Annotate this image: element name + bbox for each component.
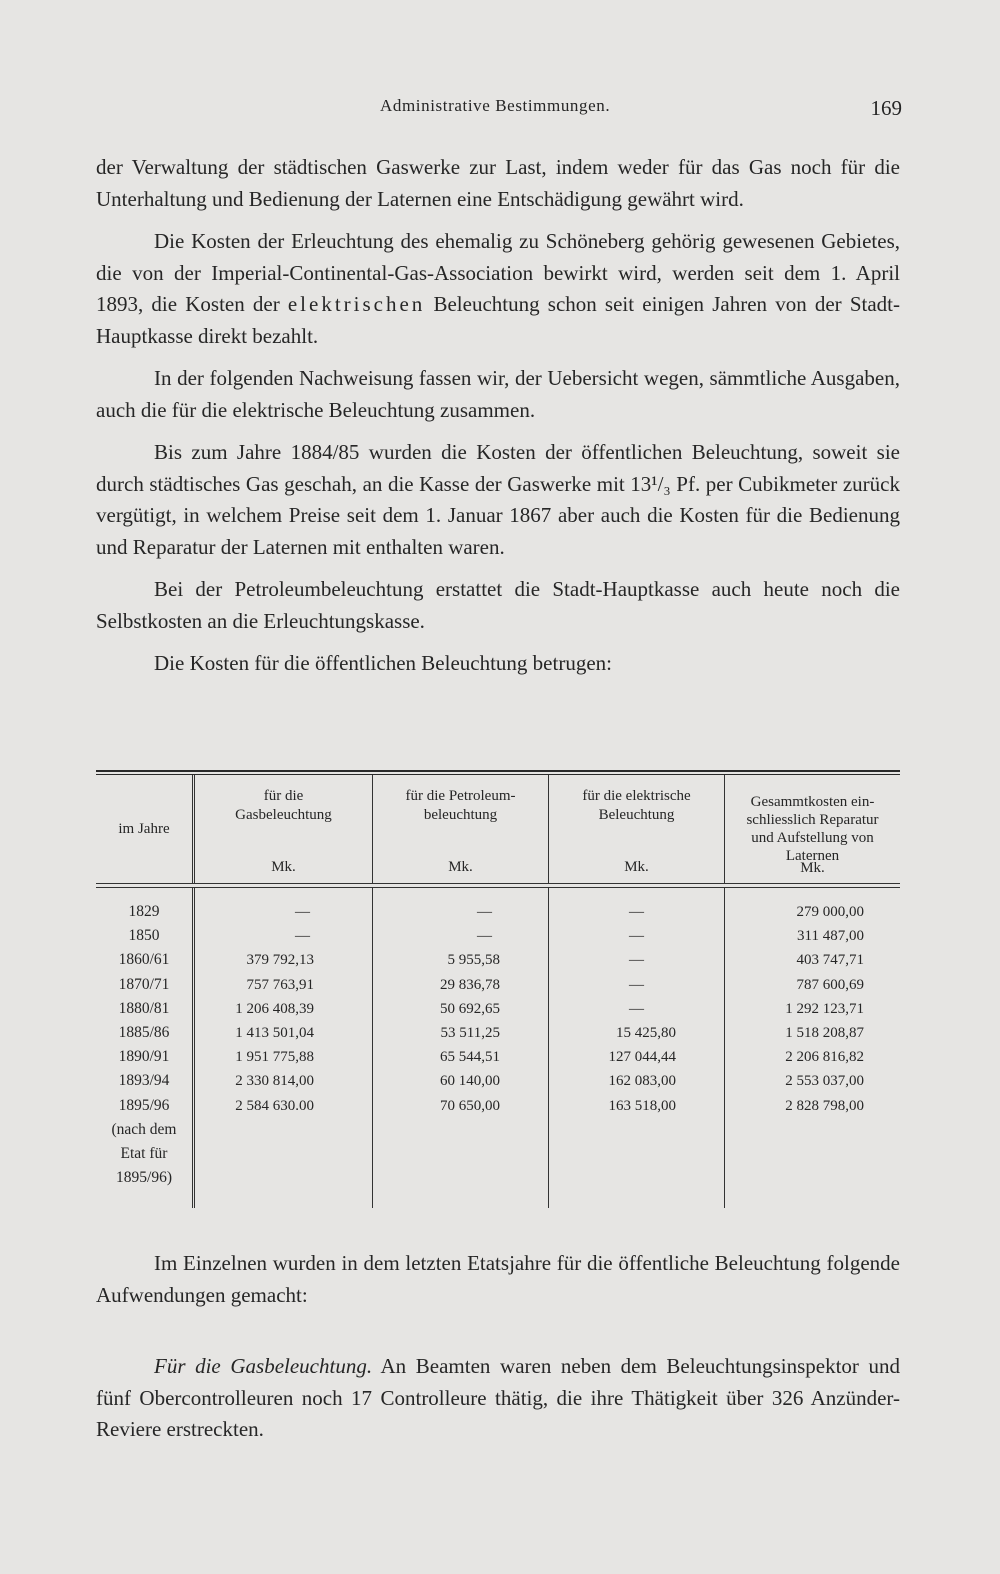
year-cell: 1895/96 (118, 1096, 170, 1114)
petroleum-cell: — (477, 928, 492, 945)
header-electric: für die elektrische Beleuchtung Mk. (548, 775, 724, 883)
total-cell: 2 828 798,00 (785, 1097, 864, 1114)
paragraph-5: Bei der Petroleumbeleuchtung erstattet die Stadt-Hauptkasse auch heute noch die Selbstkosten an die Erleuchtungskasse. (96, 577, 900, 633)
header-petroleum: für die Petroleum- beleuchtung Mk. (372, 775, 548, 883)
total-cell: 1 292 123,71 (785, 1000, 864, 1017)
header-gas: für die Gasbeleuchtung Mk. (192, 775, 372, 883)
table-body (96, 888, 900, 1208)
electric-cell: — (629, 1000, 644, 1017)
petroleum-cell: 60 140,00 (440, 1073, 500, 1090)
electric-cell: 15 425,80 (616, 1024, 676, 1041)
gas-cell: — (295, 928, 310, 945)
running-title: Administrative Bestimmungen. (380, 96, 611, 115)
electric-cell: 163 518,00 (608, 1097, 676, 1114)
year-cell: 1893/94 (118, 1072, 170, 1090)
gas-cell: 757 763,91 (246, 976, 314, 993)
year-column (96, 888, 192, 1208)
unit-label: Mk. (271, 859, 296, 875)
paragraph-1: der Verwaltung der städtischen Gaswerke zur Last, indem weder für das Gas noch für die Unterhaltung und Bedienung der Laternen eine Entschädigung gewährt wird. (96, 155, 900, 211)
electric-cell: 127 044,44 (608, 1049, 676, 1066)
petroleum-cell: 70 650,00 (440, 1097, 500, 1114)
paragraph-2-part-b: Beleuchtung schon seit einigen Jahren von der Stadt-Hauptkasse direkt bezahlt. (96, 292, 900, 348)
year-cell: 1860/61 (118, 951, 170, 969)
year-note: Etat für (120, 1144, 168, 1162)
gas-cell: 379 792,13 (246, 952, 314, 969)
total-cell: 279 000,00 (796, 904, 864, 920)
petroleum-column (372, 888, 548, 1208)
petroleum-cell: — (477, 904, 492, 920)
unit-label: Mk. (800, 860, 825, 876)
table-top-rule (96, 770, 900, 772)
section-heading-gas: Für die Gasbeleuchtung. (154, 1354, 373, 1378)
electric-cell: — (629, 928, 644, 945)
total-cell: 2 206 816,82 (785, 1049, 864, 1066)
total-cell: 1 518 208,87 (785, 1024, 864, 1041)
paragraph-8-text: An Beamten waren neben dem Beleuchtungsinspektor und fünf Obercontrolleuren noch 17 Controlleure thätig, die ihre Thätigkeit über 326 Anzünder-Reviere erstreckten. (96, 1354, 900, 1441)
gas-column (192, 888, 372, 1208)
gas-cell: 1 206 408,39 (235, 1000, 314, 1017)
paragraph-4: Bis zum Jahre 1884/85 wurden die Kosten der öffentlichen Beleuchtung, soweit sie durch städtisches Gas geschah, an die Kasse der Gaswerke mit 13¹/₃ Pf. per Cubikmeter zurück vergütigt, in welchem Preise seit dem 1. Januar 1867 aber auch die Kosten für die Bedienung und Reparatur der Laternen mit enthalten waren. (96, 440, 900, 559)
paragraph-6: Die Kosten für die öffentlichen Beleuchtung betrugen: (154, 651, 612, 675)
petroleum-cell: 50 692,65 (440, 1000, 500, 1017)
gas-cell: 1 413 501,04 (235, 1024, 314, 1041)
year-cell: 1890/91 (118, 1048, 170, 1066)
header-year: im Jahre (118, 820, 170, 837)
paragraph-2 (96, 226, 900, 352)
paragraph-2-spaced-word: elektrischen (287, 292, 426, 316)
closing-text (96, 1248, 900, 1457)
year-note: 1895/96) (116, 1169, 172, 1187)
total-cell: 787 600,69 (796, 976, 864, 993)
unit-label: Mk. (624, 859, 649, 875)
year-cell: 1829 (128, 903, 160, 920)
paragraph-3: In der folgenden Nachweisung fassen wir, der Uebersicht wegen, sämmtliche Ausgaben, auch die für die elektrische Beleuchtung zusammen. (96, 366, 900, 422)
total-cell: 311 487,00 (797, 928, 864, 945)
year-cell: 1880/81 (118, 999, 170, 1017)
unit-label: Mk. (448, 859, 473, 875)
total-cell: 403 747,71 (796, 952, 864, 969)
total-cell: 2 553 037,00 (785, 1073, 864, 1090)
page-number: 169 (870, 96, 902, 120)
year-note: (nach dem (111, 1120, 177, 1138)
gas-cell: — (295, 904, 310, 920)
gas-cell: 2 330 814,00 (235, 1073, 314, 1090)
electric-cell: — (629, 952, 644, 969)
electric-column (548, 888, 724, 1208)
petroleum-cell: 53 511,25 (440, 1024, 500, 1041)
table-header-row (96, 775, 900, 883)
costs-table (96, 770, 900, 1208)
electric-cell: — (629, 904, 644, 920)
header-total: Gesammtkosten ein- schliesslich Reparatur und Aufstellung von Laternen Mk. (724, 775, 900, 883)
year-cell: 1870/71 (118, 975, 170, 993)
paragraph-8 (96, 1351, 900, 1446)
paragraph-7: Im Einzelnen wurden in dem letzten Etatsjahre für die öffentliche Beleuchtung folgende Aufwendungen gemacht: (96, 1251, 900, 1307)
electric-cell: — (629, 976, 644, 993)
gas-cell: 2 584 630.00 (235, 1097, 314, 1114)
year-cell: 1885/86 (118, 1023, 170, 1041)
petroleum-cell: 29 836,78 (440, 976, 500, 993)
total-column (724, 888, 900, 1208)
page-header (96, 92, 904, 132)
paragraph-2-part-a: Die Kosten der Erleuchtung des ehemalig zu Schöneberg gehörig gewesenen Gebietes, die von der Imperial-Continental-Gas-Association bewirkt wird, werden seit dem 1. April 1893, die Kosten der (96, 229, 900, 316)
electric-cell: 162 083,00 (608, 1073, 676, 1090)
body-text (96, 152, 900, 691)
petroleum-cell: 65 544,51 (440, 1049, 500, 1066)
gas-cell: 1 951 775,88 (235, 1049, 314, 1066)
petroleum-cell: 5 955,58 (447, 952, 500, 969)
year-cell: 1850 (128, 927, 160, 945)
